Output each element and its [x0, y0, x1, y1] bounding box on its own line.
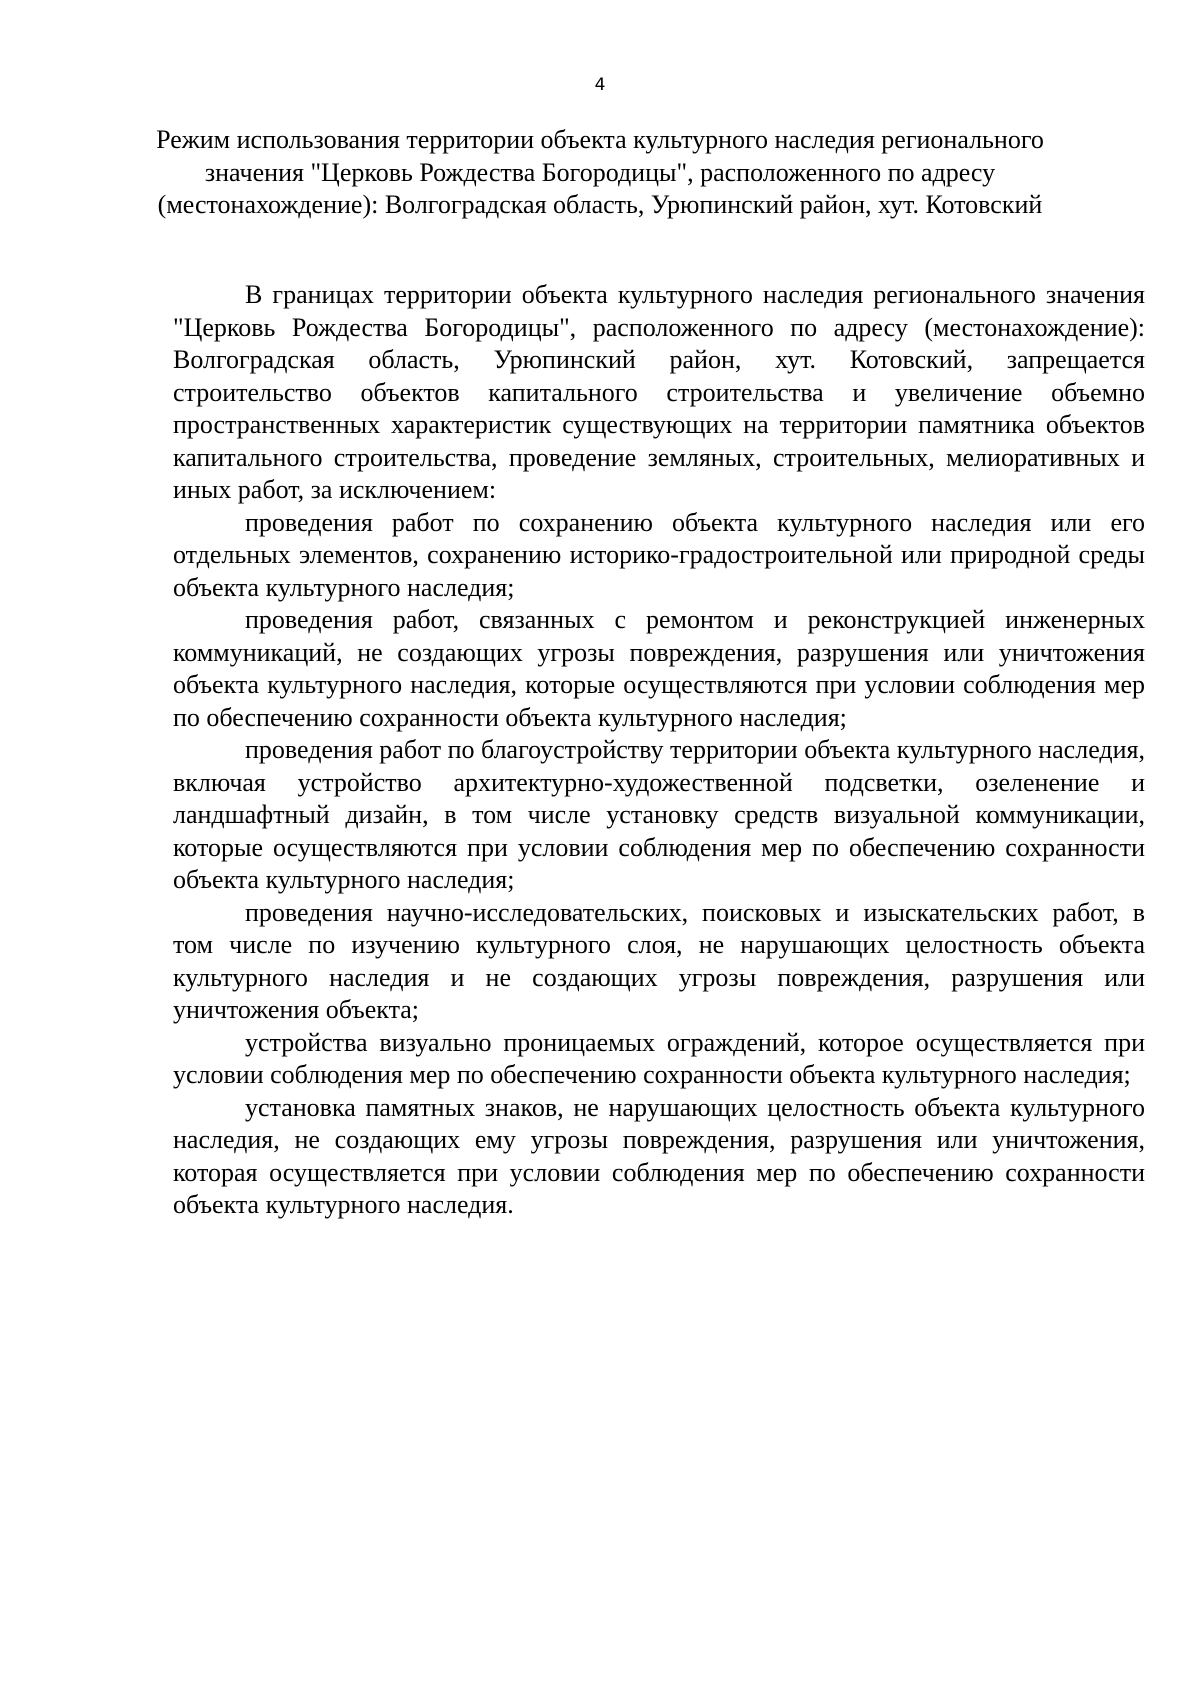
paragraph-exception-1: проведения работ по сохранению объекта культурного наследия или его отдельных элементов, сохранению историко-градостроительной или природной среды объекта культурного наследия; — [173, 507, 1145, 602]
paragraph-exception-5: устройства визуально проницаемых ограждений, которое осуществляется при условии соблюдения мер по обеспечению сохранности объекта культурного наследия; — [173, 1027, 1145, 1089]
document-body — [173, 279, 1145, 1222]
paragraph-exception-6: установка памятных знаков, не нарушающих целостность объекта культурного наследия, не создающих ему угрозы повреждения, разрушения или уничтожения, которая осуществляется при условии соблюдения мер по обеспечению сохранности объекта культурного наследия. — [173, 1092, 1145, 1219]
paragraph-exception-2: проведения работ, связанных с ремонтом и реконструкцией инженерных коммуникаций, не создающих угрозы повреждения, разрушения или уничтожения объекта культурного наследия, которые осуществляются при условии соблюдения мер по обеспечению сохранности объекта культурного наследия; — [173, 605, 1145, 732]
paragraph-exception-3: проведения работ по благоустройству территории объекта культурного наследия, включая устройство архитектурно-художественной подсветки, озеленение и ландшафтный дизайн, в том числе установку средств визуальной коммуникации, которые осуществляются при условии соблюдения мер по обеспечению сохранности объекта культурного наследия; — [173, 735, 1145, 894]
page-number: 4 — [594, 75, 606, 95]
paragraph-intro: В границах территории объекта культурного наследия регионального значения "Церковь Рождества Богородицы", расположенного по адресу (местонахождение): Волгоградская область, Урюпинский район, хут. Котовский, запрещается строительство объектов капитального строительства и увеличение объемно пространственных характеристик существующих на территории памятника объектов капитального строительства, проведение земляных, строительных, мелиоративных и иных работ, за исключением: — [173, 280, 1145, 504]
paragraph-exception-4: проведения научно-исследовательских, поисковых и изыскательских работ, в том числе по изучению культурного слоя, не нарушающих целостность объекта культурного наследия и не создающих угрозы повреждения, разрушения или уничтожения объекта; — [173, 897, 1145, 1024]
document-title: Режим использования территории объекта культурного наследия регионального значения "Церковь Рождества Богородицы", расположенного по адресу (местонахождение): Волгоградская область, Урюпинский район, хут. Котовский — [156, 125, 1044, 219]
